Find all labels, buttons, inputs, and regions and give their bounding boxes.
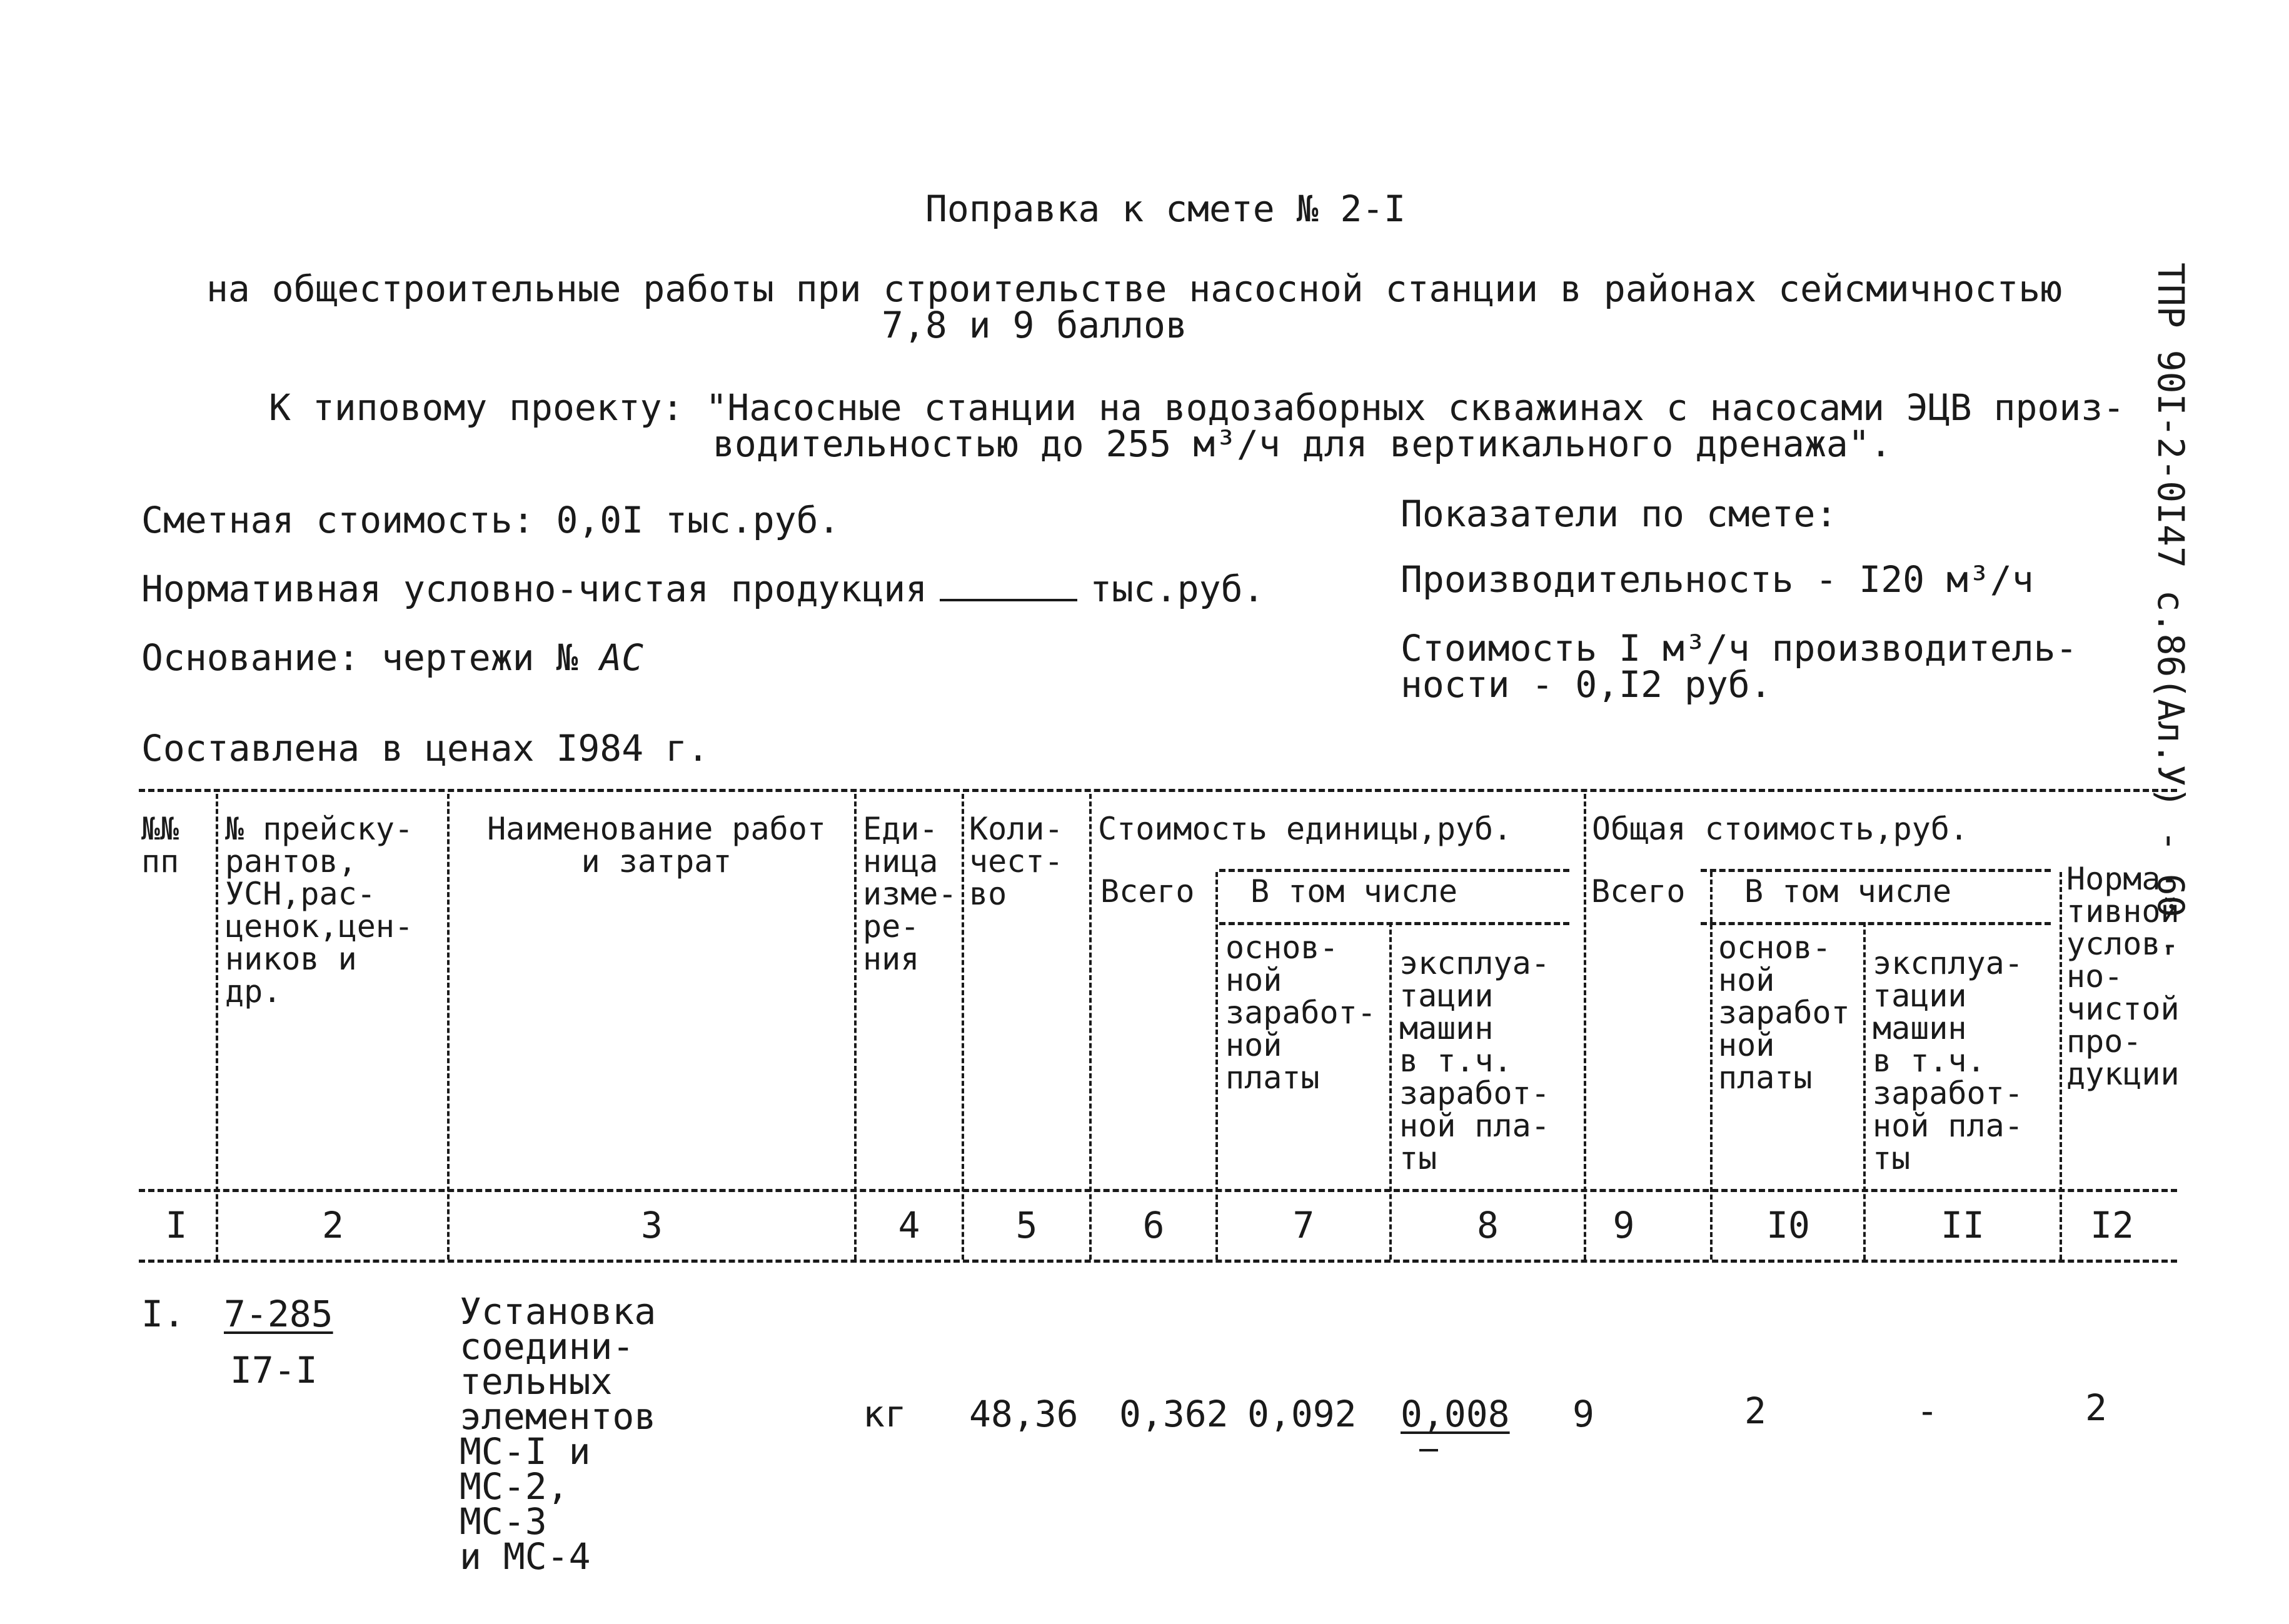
header-group-total-cost: Общая стоимость,руб. [1592, 811, 1969, 847]
project-line2: водительностью до 255 м³/ч для вертикального дренажа". [713, 423, 1892, 465]
header-col1: №№ пп [141, 811, 179, 880]
col-sep-5 [1089, 794, 1092, 1260]
col-sep-4 [962, 794, 964, 1260]
quantity: 48,36 [969, 1393, 1079, 1435]
indicators-heading: Показатели по смете: [1401, 493, 1838, 535]
blank-field [940, 594, 1077, 601]
total-cost-wage: 2 [1744, 1390, 1766, 1432]
col-number-7: 7 [1292, 1204, 1315, 1246]
col-number-8: 8 [1477, 1204, 1499, 1246]
header-col4: Еди- ница изме- ре- ния [863, 811, 957, 977]
header-bottom-rule [139, 1189, 2177, 1192]
col-number-3: 3 [641, 1204, 663, 1246]
header-unit-total: Всего [1100, 873, 1195, 910]
row-number: I. [141, 1293, 185, 1335]
unit-cost-line2: ности - 0,I2 руб. [1401, 663, 1772, 706]
col-sep-11 [2060, 872, 2062, 1260]
total-cost-machines: - [1916, 1390, 1938, 1432]
header-total-total: Всего [1591, 873, 1686, 910]
col-sep-1 [216, 794, 218, 1260]
unit: кг [863, 1393, 907, 1435]
side-document-code: ТПР 90I-2-0I47 с.86(Ал.У) - 60 - [2150, 263, 2192, 961]
underline-mark [1419, 1449, 1438, 1451]
prices-year: Составлена в ценах I984 г. [141, 727, 709, 769]
col-number-11: II [1941, 1204, 1985, 1246]
work-name: Установка соедини- тельных элементов МС-I и МС-2, МС-3 и МС-4 [460, 1290, 657, 1578]
numbers-bottom-rule [139, 1260, 2177, 1263]
subtitle-line2: 7,8 и 9 баллов [882, 304, 1187, 346]
normative-unit: тыс.руб. [1090, 568, 1265, 610]
subgroup-rule-unit-2 [1219, 922, 1569, 925]
document-title: Поправка к смете № 2-I [925, 188, 1406, 230]
total-cost: 9 [1572, 1393, 1594, 1435]
subtitle-line1: на общестроительные работы при строительстве насосной станции в районах сейсмичностью [206, 268, 2063, 310]
col-number-9: 9 [1612, 1204, 1635, 1246]
header-total-machines: эксплуа- тации машин в т.ч. заработ- ной пла- ты [1873, 945, 2023, 1176]
price-code-bottom: I7-I [230, 1349, 318, 1391]
col-number-6: 6 [1142, 1204, 1165, 1246]
header-total-basic-wage: основ- ной заработ ной платы [1718, 930, 1850, 1096]
normative-product [141, 569, 1264, 609]
header-unit-machines: эксплуа- тации машин в т.ч. заработ- ной пла- ты [1399, 945, 1550, 1176]
unit-cost-line1: Стоимость I м³/ч производитель- [1401, 627, 2078, 669]
header-col3: Наименование работ и затрат [487, 811, 826, 880]
col-number-12: I2 [2090, 1204, 2134, 1246]
subgroup-rule-unit [1219, 869, 1569, 872]
header-col2: № прейску- рантов, УСН,рас- ценок,цен- ников и др. [225, 811, 414, 1010]
col-sep-8 [1584, 794, 1586, 1260]
header-unit-incl: В том числе [1250, 873, 1458, 910]
normative-product-value: 2 [2085, 1386, 2107, 1429]
unit-cost-total: 0,362 [1119, 1393, 1229, 1435]
project-line1: К типовому проекту: "Насосные станции на водозаборных скважинах с насосами ЭЦВ произ- [269, 386, 2125, 429]
estimated-cost: Сметная стоимость: 0,0I тыс.руб. [141, 499, 840, 541]
col-number-10: I0 [1766, 1204, 1810, 1246]
col-sep-2 [447, 794, 450, 1260]
header-total-incl: В том числе [1744, 873, 1952, 910]
subgroup-rule-total [1701, 869, 2051, 872]
col-number-5: 5 [1015, 1204, 1038, 1246]
col-number-1: I [165, 1204, 188, 1246]
productivity: Производительность - I20 м³/ч [1401, 558, 2034, 601]
col-number-2: 2 [322, 1204, 344, 1246]
basis-label: Основание: чертежи № [141, 636, 578, 679]
basis-value: АС [600, 636, 644, 679]
col-number-4: 4 [898, 1204, 920, 1246]
header-col5: Коли- чест- во [969, 811, 1064, 912]
subgroup-rule-total-2 [1701, 922, 2051, 925]
basis [141, 638, 643, 678]
col-sep-9 [1710, 872, 1713, 1260]
header-unit-basic-wage: основ- ной заработ- ной платы [1225, 930, 1376, 1096]
table-top-rule [139, 789, 2177, 792]
header-col12: Норма- тивной услов- но- чистой про- дукции [2066, 861, 2180, 1092]
col-sep-6 [1215, 872, 1218, 1260]
normative-label: Нормативная условно-чистая продукция [141, 568, 928, 610]
price-code-top: 7-285 [224, 1293, 333, 1335]
unit-cost-machines: 0,008 [1401, 1393, 1510, 1435]
header-group-unit-cost: Стоимость единицы,руб. [1098, 811, 1512, 847]
unit-cost-wage: 0,092 [1247, 1393, 1357, 1435]
